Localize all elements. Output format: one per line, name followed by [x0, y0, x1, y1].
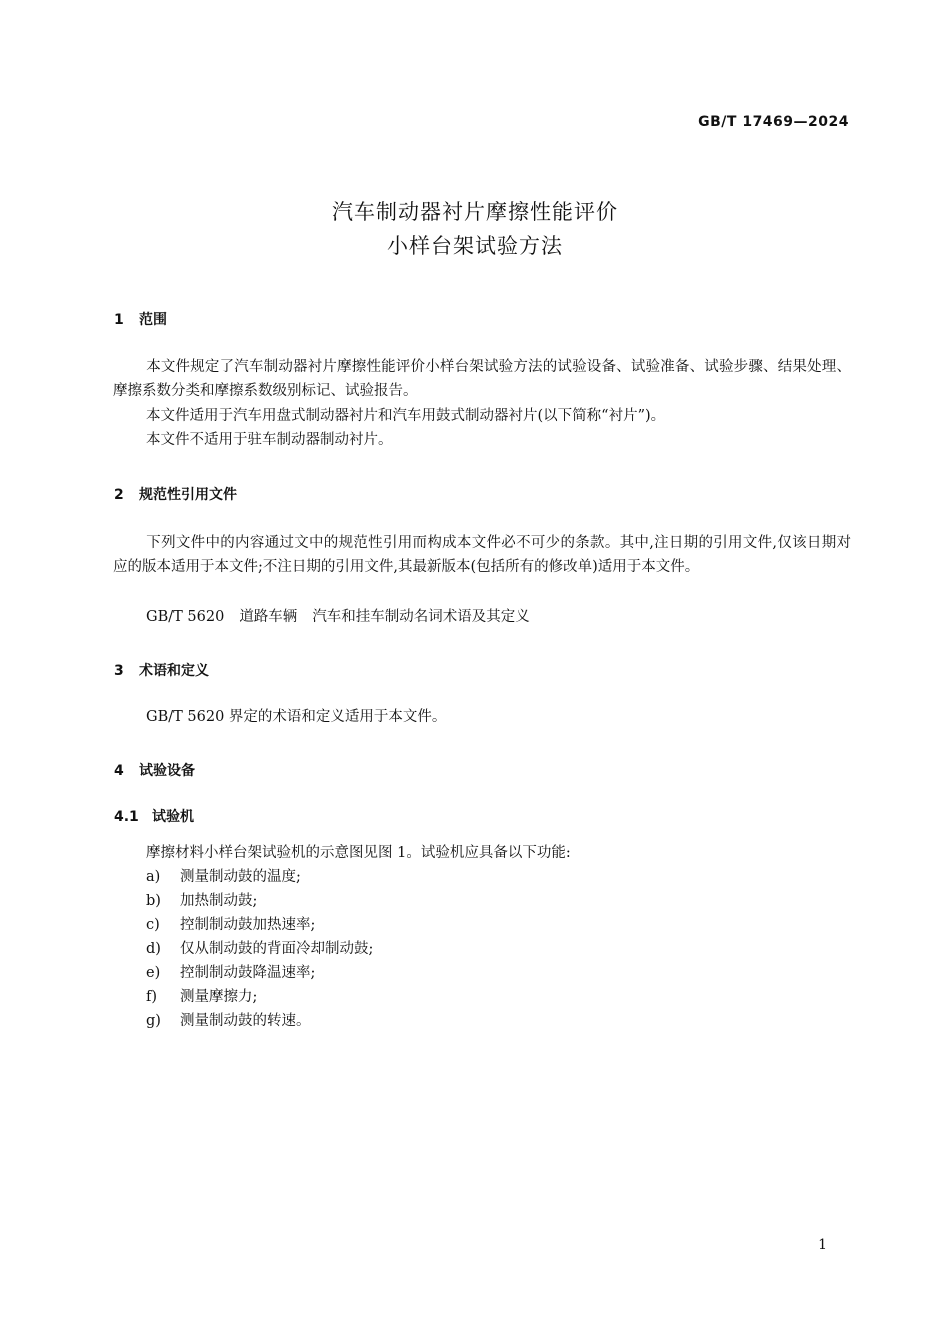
- section-2-heading: [114, 484, 237, 504]
- list-item-text: 仅从制动鼓的背面冷却制动鼓;: [180, 941, 374, 957]
- list-item-label: c): [146, 917, 160, 933]
- list-item-text: 测量制动鼓的温度;: [180, 869, 301, 885]
- reference-code: GB/T 5620: [146, 609, 225, 625]
- list-item-text: 控制制动鼓加热速率;: [180, 917, 316, 933]
- paragraph-text: 本文件适用于汽车用盘式制动器衬片和汽车用鼓式制动器衬片(以下简称“衬片”)。: [146, 408, 666, 424]
- standard-code: GB/T 17469—2024: [698, 114, 849, 130]
- section-2-paragraph-1: [113, 532, 851, 579]
- section-3-heading: [114, 660, 209, 680]
- subsection-4-1-intro: 摩擦材料小样台架试验机的示意图见图 1。试验机应具备以下功能:: [146, 845, 571, 861]
- list-item-label: d): [146, 941, 161, 957]
- section-3-paragraph-1: GB/T 5620 界定的术语和定义适用于本文件。: [146, 709, 447, 725]
- section-number: 4: [114, 763, 124, 779]
- paragraph-text: 下列文件中的内容通过文中的规范性引用而构成本文件必不可少的条款。其中,注日期的引用文件,仅该日期对应的版本适用于本文件;不注日期的引用文件,其最新版本(包括所有的修改单)适用于本文件。: [113, 535, 851, 575]
- list-item-text: 控制制动鼓降温速率;: [180, 965, 316, 981]
- list-item-label: a): [146, 869, 161, 885]
- section-1-paragraph-1: [113, 356, 851, 403]
- section-title: 规范性引用文件: [139, 487, 237, 503]
- list-item: [146, 938, 373, 962]
- list-item: [146, 1010, 311, 1034]
- document-title-line-2: 小样台架试验方法: [387, 234, 563, 258]
- list-item: [146, 866, 301, 890]
- subsection-title: 试验机: [152, 809, 194, 825]
- section-title: 范围: [139, 312, 167, 328]
- list-item-label: b): [146, 893, 161, 909]
- section-number: 3: [114, 663, 124, 679]
- list-item-label: e): [146, 965, 161, 981]
- paragraph-text: 本文件不适用于驻车制动器制动衬片。: [146, 432, 393, 448]
- section-title: 术语和定义: [139, 663, 209, 679]
- list-item: [146, 962, 315, 986]
- section-4-heading: [114, 760, 195, 780]
- list-item-text: 测量摩擦力;: [180, 989, 258, 1005]
- page-number: 1: [818, 1237, 827, 1253]
- list-item: [146, 914, 315, 938]
- section-number: 1: [114, 312, 124, 328]
- list-item-text: 测量制动鼓的转速。: [180, 1013, 311, 1029]
- section-title: 试验设备: [139, 763, 195, 779]
- subsection-4-1-heading: [114, 806, 194, 826]
- reference-title-part-2: 汽车和挂车制动名词术语及其定义: [312, 609, 530, 625]
- list-item: [146, 890, 257, 914]
- section-1-paragraph-3: [113, 429, 851, 453]
- section-1-paragraph-2: [113, 405, 851, 429]
- section-1-heading: [114, 309, 167, 329]
- list-item-text: 加热制动鼓;: [180, 893, 258, 909]
- reference-title-part-1: 道路车辆: [239, 609, 298, 625]
- section-number: 2: [114, 487, 124, 503]
- paragraph-text: 本文件规定了汽车制动器衬片摩擦性能评价小样台架试验方法的试验设备、试验准备、试验步骤、结果处理、摩擦系数分类和摩擦系数级别标记、试验报告。: [113, 359, 851, 399]
- list-item: [146, 986, 257, 1010]
- list-item-label: g): [146, 1013, 161, 1029]
- list-item-label: f): [146, 989, 158, 1005]
- document-title-line-1: 汽车制动器衬片摩擦性能评价: [332, 200, 618, 224]
- normative-reference: [146, 606, 530, 630]
- subsection-number: 4.1: [114, 809, 139, 825]
